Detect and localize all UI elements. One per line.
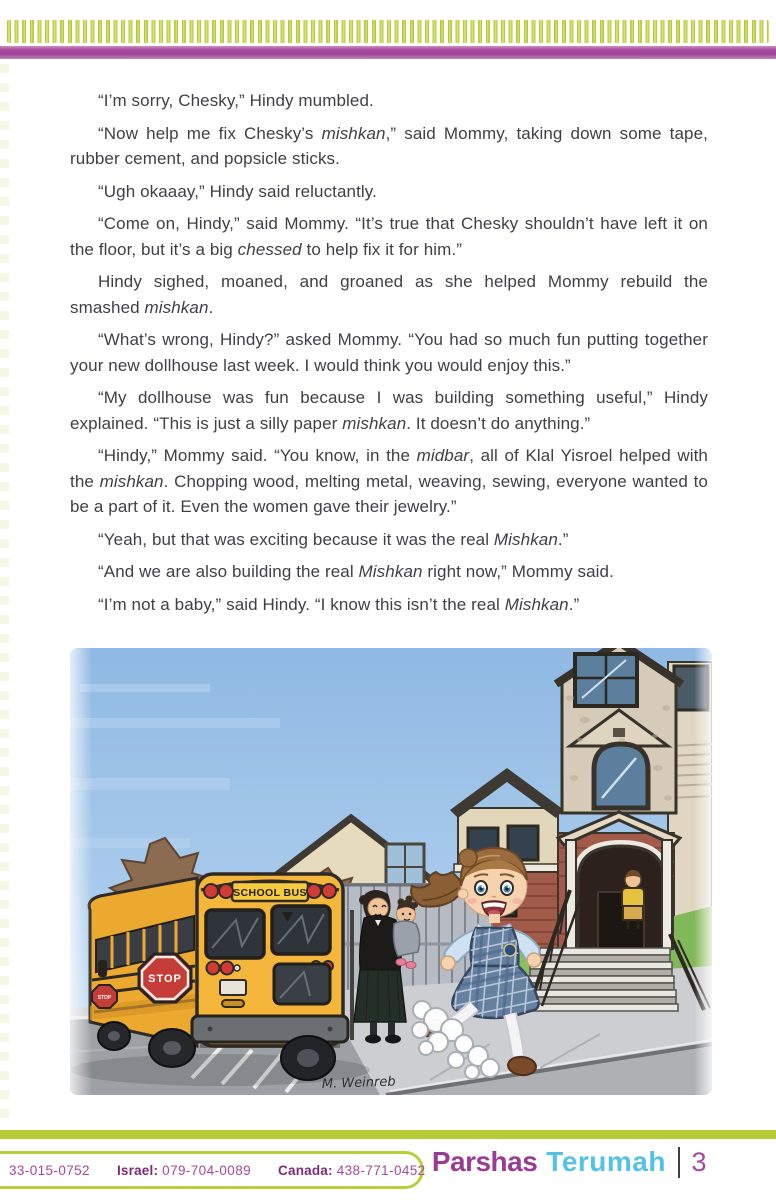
- stop-sign-text: STOP: [148, 973, 182, 985]
- story-text: [70, 88, 708, 624]
- phone-usa: 33-015-0752: [9, 1162, 90, 1178]
- story-paragraph: “And we are also building the real Mishkan right now,” Mommy said.: [98, 562, 614, 581]
- top-stripe-border: [7, 20, 769, 43]
- story-paragraph: “My dollhouse was fun because I was building something useful,” Hindy explained. “This is just a silly paper mishkan. It doesn’t do anything.”: [70, 388, 708, 433]
- story-paragraph: “Come on, Hindy,” said Mommy. “It’s true that Chesky shouldn’t have left it on the floor, but it’s a big chessed to help fix it for him.”: [70, 214, 708, 259]
- story-paragraph: “What’s wrong, Hindy?” asked Mommy. “You had so much fun putting together your new dollhouse last week. I would think you would enjoy this.”: [70, 330, 708, 375]
- story-paragraph: “I’m sorry, Chesky,” Hindy mumbled.: [98, 91, 374, 110]
- story-paragraph: “Ugh okaaay,” Hindy said reluctantly.: [98, 181, 377, 201]
- page-footer-title: [432, 1146, 706, 1178]
- story-paragraph: Hindy sighed, moaned, and groaned as she helped Mommy rebuild the smashed mishkan.: [70, 272, 708, 317]
- story-paragraph: “Now help me fix Chesky’s mishkan,” said Mommy, taking down some tape, rubber cement, and popsicle sticks.: [70, 123, 708, 168]
- stop-sign-small: [92, 985, 117, 1008]
- illustration-svg: [70, 648, 712, 1095]
- footer-green-bar: [0, 1130, 776, 1139]
- title-parshas: Parshas: [431, 1146, 538, 1177]
- title-terumah: Terumah: [546, 1146, 666, 1177]
- left-edge-stripes: [0, 64, 9, 1124]
- story-paragraph: “Yeah, but that was exciting because it was the real Mishkan.”: [98, 529, 569, 549]
- bus-sign-text: SCHOOL BUS: [233, 887, 307, 899]
- story-paragraph: “Hindy,” Mommy said. “You know, in the midbar, all of Klal Yisroel helped with the mishkan. Chopping wood, melting metal, weaving, sewing, everyone wanted to be a part of it. Even the women gave their jewelry.”: [70, 446, 708, 516]
- top-purple-bar: [0, 46, 776, 59]
- phone-israel: Israel: 079-704-0089: [116, 1162, 252, 1178]
- stop-sign: [139, 954, 191, 1002]
- story-paragraph: “I’m not a baby,” said Hindy. “I know this isn’t the real Mishkan.”: [98, 594, 580, 614]
- contact-phone-pill: [0, 1151, 424, 1189]
- page-number: 3: [691, 1146, 706, 1177]
- artist-signature: M. Weinreb: [321, 1074, 396, 1092]
- child-at-door: [622, 870, 644, 929]
- title-divider: [678, 1147, 681, 1178]
- phone-canada: Canada: 438-771-0452: [278, 1162, 426, 1178]
- story-illustration: [70, 648, 712, 1095]
- stop-sign-small-text: STOP: [97, 995, 112, 1001]
